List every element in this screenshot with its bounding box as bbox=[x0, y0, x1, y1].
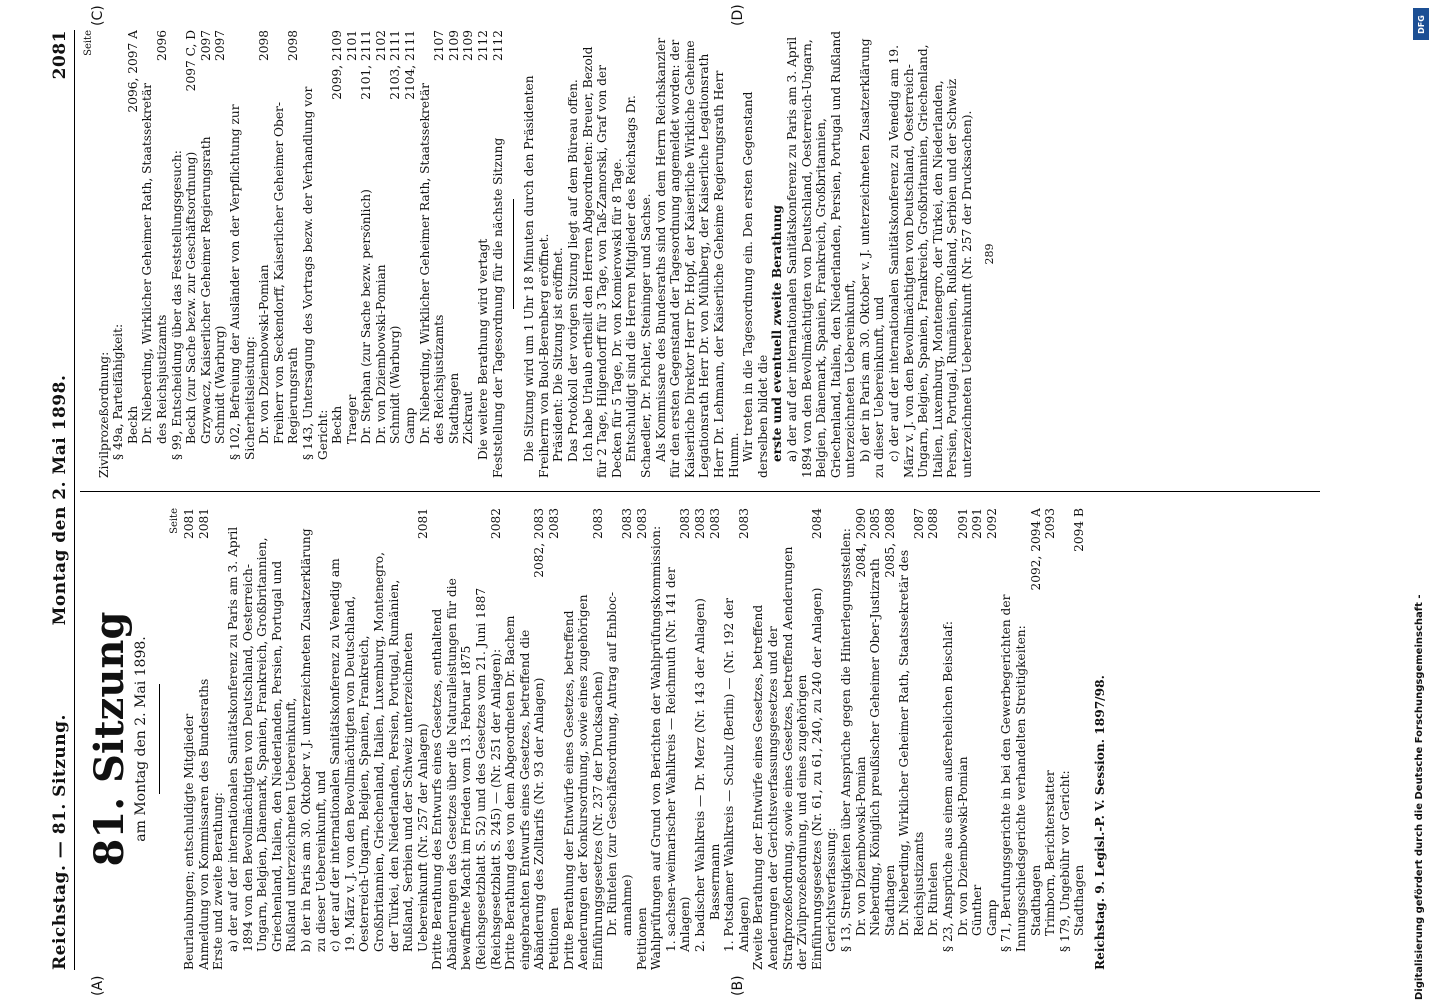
toc-entry bbox=[926, 508, 941, 970]
toc-entry-page: 2096, 2097 A bbox=[125, 30, 140, 113]
toc-entry-page: 2081 bbox=[182, 508, 197, 540]
toc-entry bbox=[722, 508, 751, 970]
toc-entry bbox=[503, 508, 547, 970]
toc-entry bbox=[126, 30, 141, 478]
toc-entry-text: Beckh bbox=[125, 405, 140, 444]
toc-entry-page: 2098 bbox=[257, 30, 272, 62]
toc-entry-text: b) der in Paris am 30. Oktober v. J. unterzeichneten Zusatzerklärung zu dieser Uebereinkunft, und bbox=[298, 528, 328, 952]
seite-label: Seite bbox=[168, 508, 180, 534]
toc-entry bbox=[1029, 508, 1044, 970]
toc-entry-text: Dr. von Dziembowski-Pomian bbox=[257, 264, 272, 444]
toc-entry bbox=[956, 508, 971, 970]
toc-entry-page: 2085, 2088 bbox=[882, 508, 897, 578]
toc-entry-page: 2103, 2111 bbox=[388, 30, 403, 100]
toc-entry-page: 2083 bbox=[736, 508, 751, 540]
toc-entry bbox=[140, 30, 169, 478]
toc-entry bbox=[883, 508, 898, 970]
toc-entry-page: 2093 bbox=[1043, 508, 1058, 540]
toc-entry-page: 2083 bbox=[547, 508, 562, 540]
toc-entry-text: Gamp bbox=[984, 899, 999, 936]
toc-entry bbox=[257, 30, 272, 478]
toc-entry bbox=[430, 508, 503, 970]
toc-entry bbox=[547, 508, 562, 970]
toc-entry bbox=[1043, 508, 1058, 970]
margin-label-b: (B) bbox=[730, 975, 746, 996]
toc-entry-text: § 49a, Parteifähigkeit: bbox=[111, 323, 126, 460]
toc-entry-page: 2083 bbox=[678, 508, 693, 540]
toc-entry bbox=[897, 508, 926, 970]
toc-entry bbox=[211, 508, 226, 970]
header-left: Reichstag. — 81. Sitzung. bbox=[50, 714, 70, 970]
dfg-logo: DFG bbox=[1413, 8, 1429, 40]
toc-entry-page: 2091 bbox=[955, 508, 970, 540]
toc-entry bbox=[388, 30, 403, 478]
toc-entry-page: 2109 bbox=[446, 30, 461, 62]
toc-entry-page: 2104, 2111 bbox=[403, 30, 418, 100]
toc-entry-text: Gerichtsverfassung: bbox=[824, 827, 839, 952]
sidebar-credit bbox=[1410, 10, 1430, 1000]
toc-entry bbox=[226, 508, 299, 970]
toc-entry-page: 2112 bbox=[476, 30, 491, 62]
toc-entry-text: § 99, Entscheidung über das Feststellungsgesuch: bbox=[169, 150, 184, 460]
toc-entry bbox=[1058, 508, 1073, 970]
toc-entry-text: Dr. Stephan (zur Sache bezw. persönlich) bbox=[359, 189, 374, 444]
toc-entry-text: Freiherr von Seckendorff, Kaiserlicher Geheimer Ober-Regierungsrath bbox=[271, 102, 301, 444]
toc-entry bbox=[824, 508, 839, 970]
right-table-of-contents bbox=[97, 30, 506, 478]
toc-entry-page: 2083 bbox=[692, 508, 707, 540]
toc-entry bbox=[476, 30, 491, 478]
toc-entry bbox=[868, 508, 883, 970]
toc-entry-text: Stadthagen bbox=[446, 372, 461, 444]
seite-label-right: Seite bbox=[83, 30, 94, 56]
proceedings-paragraph: a) der auf der internationalen Sanitätskonferenz zu Paris am 3. April 1894 von den Bevollmächtigten von Deutschland, Oesterreich-Ungarn, Belgien, Dänemark, Spanien, Frankreich, Großbritannien, Griechenland, Italien, den Niederlanden, Persien, Portugal und Rußland unterzeichneten Uebereinkunft, bbox=[784, 31, 858, 478]
toc-entry-page: 2083 bbox=[634, 508, 649, 540]
toc-entry-text: Beurlaubungen; entschuldigte Mitglieder bbox=[182, 713, 197, 970]
column-separator bbox=[80, 491, 1320, 492]
toc-entry-text: 1. Potsdamer Wahlkreis — Schulz (Berlin) — (Nr. 192 der Anlagen) bbox=[722, 597, 751, 952]
toc-entry-page: 2091 bbox=[970, 508, 985, 540]
toc-entry-text: Grzywacz, Kaiserlicher Geheimer Regierungsrath bbox=[198, 136, 213, 444]
left-footer-text: Reichstag. 9. Legisl.-P. V. Session. 1897/98. bbox=[1093, 675, 1107, 970]
toc-entry-page: 2101 bbox=[344, 30, 359, 62]
toc-entry-page: 2097 bbox=[213, 30, 228, 62]
header-page-number: 2081 bbox=[50, 30, 70, 80]
toc-entry-text: Dr. Nieberding, Wirklicher Geheimer Rath, Staatssekretär des Reichsjustizamts bbox=[417, 83, 447, 444]
toc-entry-text: Dritte Berathung des Entwurfs eines Gesetzes, enthaltend Abänderungen des Gesetzes über die Naturalleistungen für die bewaffnete Macht im Frieden vom 13. Februar 1875 (Reichsgesetzblatt S. 52) und des Gesetzes vom 21. Juni 1887 (Reichsgesetzblatt S. 245) — (Nr. 251 der Anlagen): bbox=[430, 578, 503, 970]
toc-entry-page: 2083 bbox=[590, 508, 605, 540]
toc-body-rule bbox=[513, 199, 514, 309]
proceedings-paragraph: Als Kommissare des Bundesraths sind von dem Herrn Reichskanzler für den ersten Gegenstand der Tagesordnung angemeldet worden: der Kaiserliche Direktor Herr Dr. Hopf, der Kaiserliche Wirkliche Geheime Legationsrath Herr Dr. von Mühlberg, der Kaiserliche Legationsrath Herr Dr. Lehmann, der Kaiserliche Geheime Regierungsrath Herr Humm. bbox=[653, 37, 741, 478]
proceedings-paragraph: c) der auf der internationalen Sanitätskonferenz zu Venedig am 19. März v. J. von den Bevollmächtigten von Deutschland, Oesterreich-Ungarn, Belgien, Spanien, Frankreich, Großbritannien, Griechenland, Italien, Luxemburg, Montenegro, der Türkei, den Niederlanden, Persien, Portugal, Rumänien, Rußland, Serbien und der Schweiz unterzeichneten Uebereinkunft (Nr. 257 der Drucksachen). bbox=[887, 44, 975, 478]
toc-entry bbox=[649, 508, 664, 970]
toc-entry-text: Dritte Berathung der Entwürfe eines Gesetzes, betreffend Aenderungen der Konkursordnung, sowie eines zugehörigen Einführungsgesetzes (Nr. 237 der Drucksachen) bbox=[561, 594, 605, 970]
toc-entry bbox=[605, 508, 634, 970]
toc-entry-text: § 143, Untersagung des Vortrags bezw. der Verhandlung vor Gericht: bbox=[300, 86, 330, 460]
toc-entry-page: 2083 bbox=[707, 508, 722, 540]
toc-entry-text: Dr. Nieberding, Wirklicher Geheimer Rath, Staatssekretär des Reichsjustizamts bbox=[140, 83, 169, 444]
toc-entry bbox=[999, 508, 1028, 970]
toc-entry-page: 2101, 2111 bbox=[359, 30, 374, 100]
proceedings-paragraph: Das Protokoll der vorigen Sitzung liegt auf dem Büreau offen. bbox=[566, 79, 580, 462]
toc-entry bbox=[359, 30, 374, 478]
toc-entry bbox=[111, 30, 126, 478]
toc-entry bbox=[299, 508, 328, 970]
toc-entry bbox=[328, 508, 430, 970]
toc-entry bbox=[447, 30, 462, 478]
toc-entry-text: Dr. von Dziembowski-Pomian bbox=[955, 756, 970, 936]
toc-entry-page: 2107 bbox=[432, 30, 447, 62]
toc-entry bbox=[374, 30, 389, 478]
toc-entry bbox=[345, 30, 360, 478]
sidebar-credit-text: Digitalisierung gefördert durch die Deutsche Forschungsgemeinschaft - bbox=[1414, 594, 1425, 1000]
toc-entry-page: 2083 bbox=[620, 508, 634, 540]
toc-entry-text: § 179, Ungebühr vor Gericht: bbox=[1057, 770, 1072, 952]
toc-entry-text: Anmeldung von Kommissaren des Bundesraths bbox=[196, 678, 211, 970]
toc-entry bbox=[182, 508, 197, 970]
toc-entry-text: Dr. von Dziembowski-Pomian bbox=[373, 264, 388, 444]
toc-entry-text: Petitionen bbox=[634, 907, 649, 970]
toc-entry-text: § 71, Berufungsgerichte in bei den Gewerbegerichten der Innungsschiedsgerichte verhandelten Streitigkeiten: bbox=[999, 594, 1029, 952]
toc-entry-text: Traeger bbox=[344, 394, 359, 444]
toc-entry-page: 2096 bbox=[154, 30, 169, 62]
toc-entry-page: 2102 bbox=[373, 30, 388, 62]
toc-entry bbox=[708, 508, 723, 970]
toc-entry bbox=[562, 508, 606, 970]
toc-entry-text: c) der auf der internationalen Sanitätskonferenz zu Venedig am 19. März v. J. von den Bevollmächtigten von Deutschland, Oesterreich-Ungarn, Belgien, Spanien, Frankreich, Großbritannien, Griechenland, Italien, Luxemburg, Montenegro, der Türkei, den Niederlanden, Persien, Portugal, Rumänien, Rußland, Serbien und der Schweiz unterzeichneten Uebereinkunft (Nr. 257 der Anlagen) bbox=[328, 552, 430, 952]
toc-entry-page: 2092, 2094 A bbox=[1028, 508, 1043, 591]
session-subtitle: am Montag den 2. Mai 1898. bbox=[133, 636, 149, 842]
toc-entry-text: Bassermann bbox=[707, 843, 722, 920]
toc-entry bbox=[403, 30, 418, 478]
toc-entry-text: Dr. Rintelen (zur Geschäftsordnung, Antrag auf Enbloc-annahme) bbox=[605, 591, 634, 936]
title-rule bbox=[159, 684, 160, 794]
toc-entry bbox=[301, 30, 330, 478]
session-title: 81. Sitzung bbox=[86, 611, 133, 867]
proceedings-paragraph: Präsident: Die Sitzung ist eröffnet. bbox=[551, 247, 566, 462]
toc-entry bbox=[228, 30, 257, 478]
toc-entry bbox=[213, 30, 228, 478]
toc-entry-text: Dr. Rintelen bbox=[926, 862, 941, 936]
toc-entry-page: 2099, 2109 bbox=[330, 30, 345, 100]
toc-entry bbox=[664, 508, 693, 970]
toc-entry-text: Stadthagen bbox=[882, 864, 897, 936]
toc-entry-page: 2109 bbox=[461, 30, 476, 62]
margin-label-a: (A) bbox=[90, 975, 106, 996]
toc-entry-page: 2087 bbox=[911, 508, 926, 540]
toc-entry-text: a) der auf der internationalen Sanitätskonferenz zu Paris am 3. April 1894 von den Bevollmächtigten von Deutschland, Oesterreich-Ungarn, Belgien, Dänemark, Spanien, Frankreich, Großbritannien, Griechenland, Italien, den Niederlanden, Persien, Portugal und Rußland unterzeichneten Uebereinkunft, bbox=[225, 526, 299, 952]
toc-entry bbox=[941, 508, 956, 970]
toc-entry bbox=[635, 508, 650, 970]
toc-entry-text: Trimborn, Berichterstatter bbox=[1043, 770, 1058, 936]
toc-entry-page: 2112 bbox=[490, 30, 505, 62]
toc-entry bbox=[170, 30, 185, 478]
toc-entry-page: 2092 bbox=[984, 508, 999, 540]
toc-entry-text: Nieberding, Königlich preußischer Geheimer Ober-Justizrath bbox=[868, 558, 883, 936]
toc-entry bbox=[491, 30, 506, 478]
toc-entry-text: Beckh bbox=[330, 405, 345, 444]
toc-entry-page: 2085 bbox=[868, 508, 883, 540]
toc-entry-text: Feststellung der Tagesordnung für die nächste Sitzung bbox=[490, 137, 505, 478]
toc-entry-text: Zickraut bbox=[461, 391, 476, 444]
toc-entry-text: § 13, Streitigkeiten über Ansprüche gegen die Hinterlegungsstellen: bbox=[838, 528, 853, 952]
toc-entry bbox=[854, 508, 869, 970]
toc-entry-text: Petitionen bbox=[547, 907, 562, 970]
toc-entry-text: Wahlprüfungen auf Grund von Berichten der Wahlprüfungskommission: bbox=[649, 525, 664, 970]
proceedings-paragraph: Entschuldigt sind die Herren Mitglieder des Reichstags Dr. Schaedler, Dr. Pichler, Steininger und Sachse. bbox=[624, 95, 653, 478]
toc-entry-page: 2094 B bbox=[1072, 508, 1087, 552]
toc-entry-page: 2097 C, D bbox=[184, 30, 199, 92]
margin-label-d: (D) bbox=[730, 4, 746, 26]
toc-entry-text: Zweite Berathung der Entwürfe eines Gesetzes, betreffend Aenderungen der Gerichtsverfassungsgesetzes und der Strafprozeßordnung, sowie eines Gesetzes, betreffend Aenderungen der Zivilprozeßordnung, und eines zugehörigen Einführungsgesetzes (Nr. 61, zu 61, 240, zu 240 der Anlagen) bbox=[751, 546, 824, 970]
toc-entry-page: 2098 bbox=[286, 30, 301, 62]
running-header bbox=[40, 30, 75, 970]
toc-entry-text: § 102, Befreiung der Ausländer von der Verpflichtung zur Sicherheitsleistung: bbox=[227, 104, 257, 460]
proceedings-paragraph: Ich habe Urlaub ertheilt den Herren Abgeordneten: Breuer, Bezold für 2 Tage, Hilgendorff für 3 Tage, von Taß-Zamorski, Graf von der Decken für 5 Tage, Dr. von Komierowski für 8 Tage. bbox=[580, 46, 624, 478]
toc-entry bbox=[199, 30, 214, 478]
toc-entry-page: 2084, 2090 bbox=[853, 508, 868, 578]
toc-entry-text: Schmidt (Warburg) bbox=[213, 325, 228, 444]
toc-entry bbox=[197, 508, 212, 970]
toc-entry bbox=[97, 30, 112, 478]
toc-entry-text: § 23, Ansprüche aus einem außerehelichen Beischlaf: bbox=[941, 621, 956, 952]
toc-entry-text: Die weitere Berathung wird vertagt bbox=[476, 238, 491, 460]
toc-entry-text: Dr. Nieberding, Wirklicher Geheimer Rath, Staatssekretär des Reichsjustizamts bbox=[897, 549, 926, 936]
proceedings-paragraph: erste und eventuell zweite Berathung bbox=[770, 205, 785, 462]
toc-entry-text: Schmidt (Warburg) bbox=[388, 325, 403, 444]
bottom-page-number: 289 bbox=[982, 243, 996, 265]
toc-entry bbox=[272, 30, 301, 478]
toc-entry-text: 1. sachsen-weimarischer Wahlkreis — Reichmuth (Nr. 141 der Anlagen) bbox=[663, 567, 693, 952]
toc-entry-text: Dritte Berathung des von dem Abgeordneten Dr. Bachem eingebrachten Entwurfs eines Gesetzes, betreffend die Abänderung des Zolltarifs (Nr. 93 der Anlagen) bbox=[503, 615, 547, 970]
toc-entry bbox=[184, 30, 199, 478]
toc-entry-page: 2081 bbox=[415, 508, 430, 540]
toc-entry-page: 2082, 2083 bbox=[532, 508, 547, 578]
toc-entry bbox=[693, 508, 708, 970]
proceedings-paragraph: Wir treten in die Tagesordnung ein. Den ersten Gegenstand derselben bildet die bbox=[741, 91, 770, 478]
proceedings-paragraph: Die Sitzung wird um 1 Uhr 18 Minuten durch den Präsidenten Freiherrn von Buol-Berenberg eröffnet. bbox=[522, 75, 551, 478]
left-table-of-contents bbox=[182, 508, 1087, 970]
toc-entry-text: Stadthagen bbox=[1072, 864, 1087, 936]
toc-entry-text: Gamp bbox=[403, 407, 418, 444]
left-footer bbox=[1093, 508, 1108, 970]
toc-entry-text: Erste und zweite Berathung: bbox=[211, 792, 226, 970]
toc-entry bbox=[839, 508, 854, 970]
margin-label-c: (C) bbox=[90, 5, 106, 26]
toc-entry bbox=[330, 30, 345, 478]
right-column bbox=[82, 30, 1332, 478]
toc-entry-text: Stadthagen bbox=[1028, 864, 1043, 936]
toc-entry-text: Beckh (zur Sache bezw. zur Geschäftsordnung) bbox=[184, 151, 199, 444]
left-column bbox=[82, 508, 1332, 970]
toc-entry-page: 2088 bbox=[926, 508, 941, 540]
toc-entry-page: 2081 bbox=[196, 508, 211, 540]
toc-entry bbox=[1072, 508, 1087, 970]
toc-entry bbox=[751, 508, 824, 970]
toc-entry bbox=[985, 508, 1000, 970]
proceedings-text bbox=[522, 30, 974, 478]
toc-entry bbox=[418, 30, 447, 478]
toc-entry bbox=[970, 508, 985, 970]
toc-entry-text: Günther bbox=[970, 884, 985, 936]
toc-entry-text: Dr. von Dziembowski-Pomian bbox=[853, 756, 868, 936]
proceedings-paragraph: b) der in Paris am 30. Oktober v. J. unterzeichneten Zusatzerklärung zu dieser Uebereinkunft, und bbox=[857, 38, 887, 478]
toc-entry-text: 2. badischer Wahlkreis — Dr. Merz (Nr. 143 der Anlagen) bbox=[692, 598, 707, 952]
toc-entry-page: 2097 bbox=[198, 30, 213, 62]
toc-entry-text: Zivilprozeßordnung: bbox=[96, 351, 111, 478]
toc-entry bbox=[461, 30, 476, 478]
toc-entry-page: 2082 bbox=[488, 508, 503, 540]
toc-entry-page: 2084 bbox=[809, 508, 824, 540]
header-center: Montag den 2. Mai 1898. bbox=[50, 374, 70, 626]
